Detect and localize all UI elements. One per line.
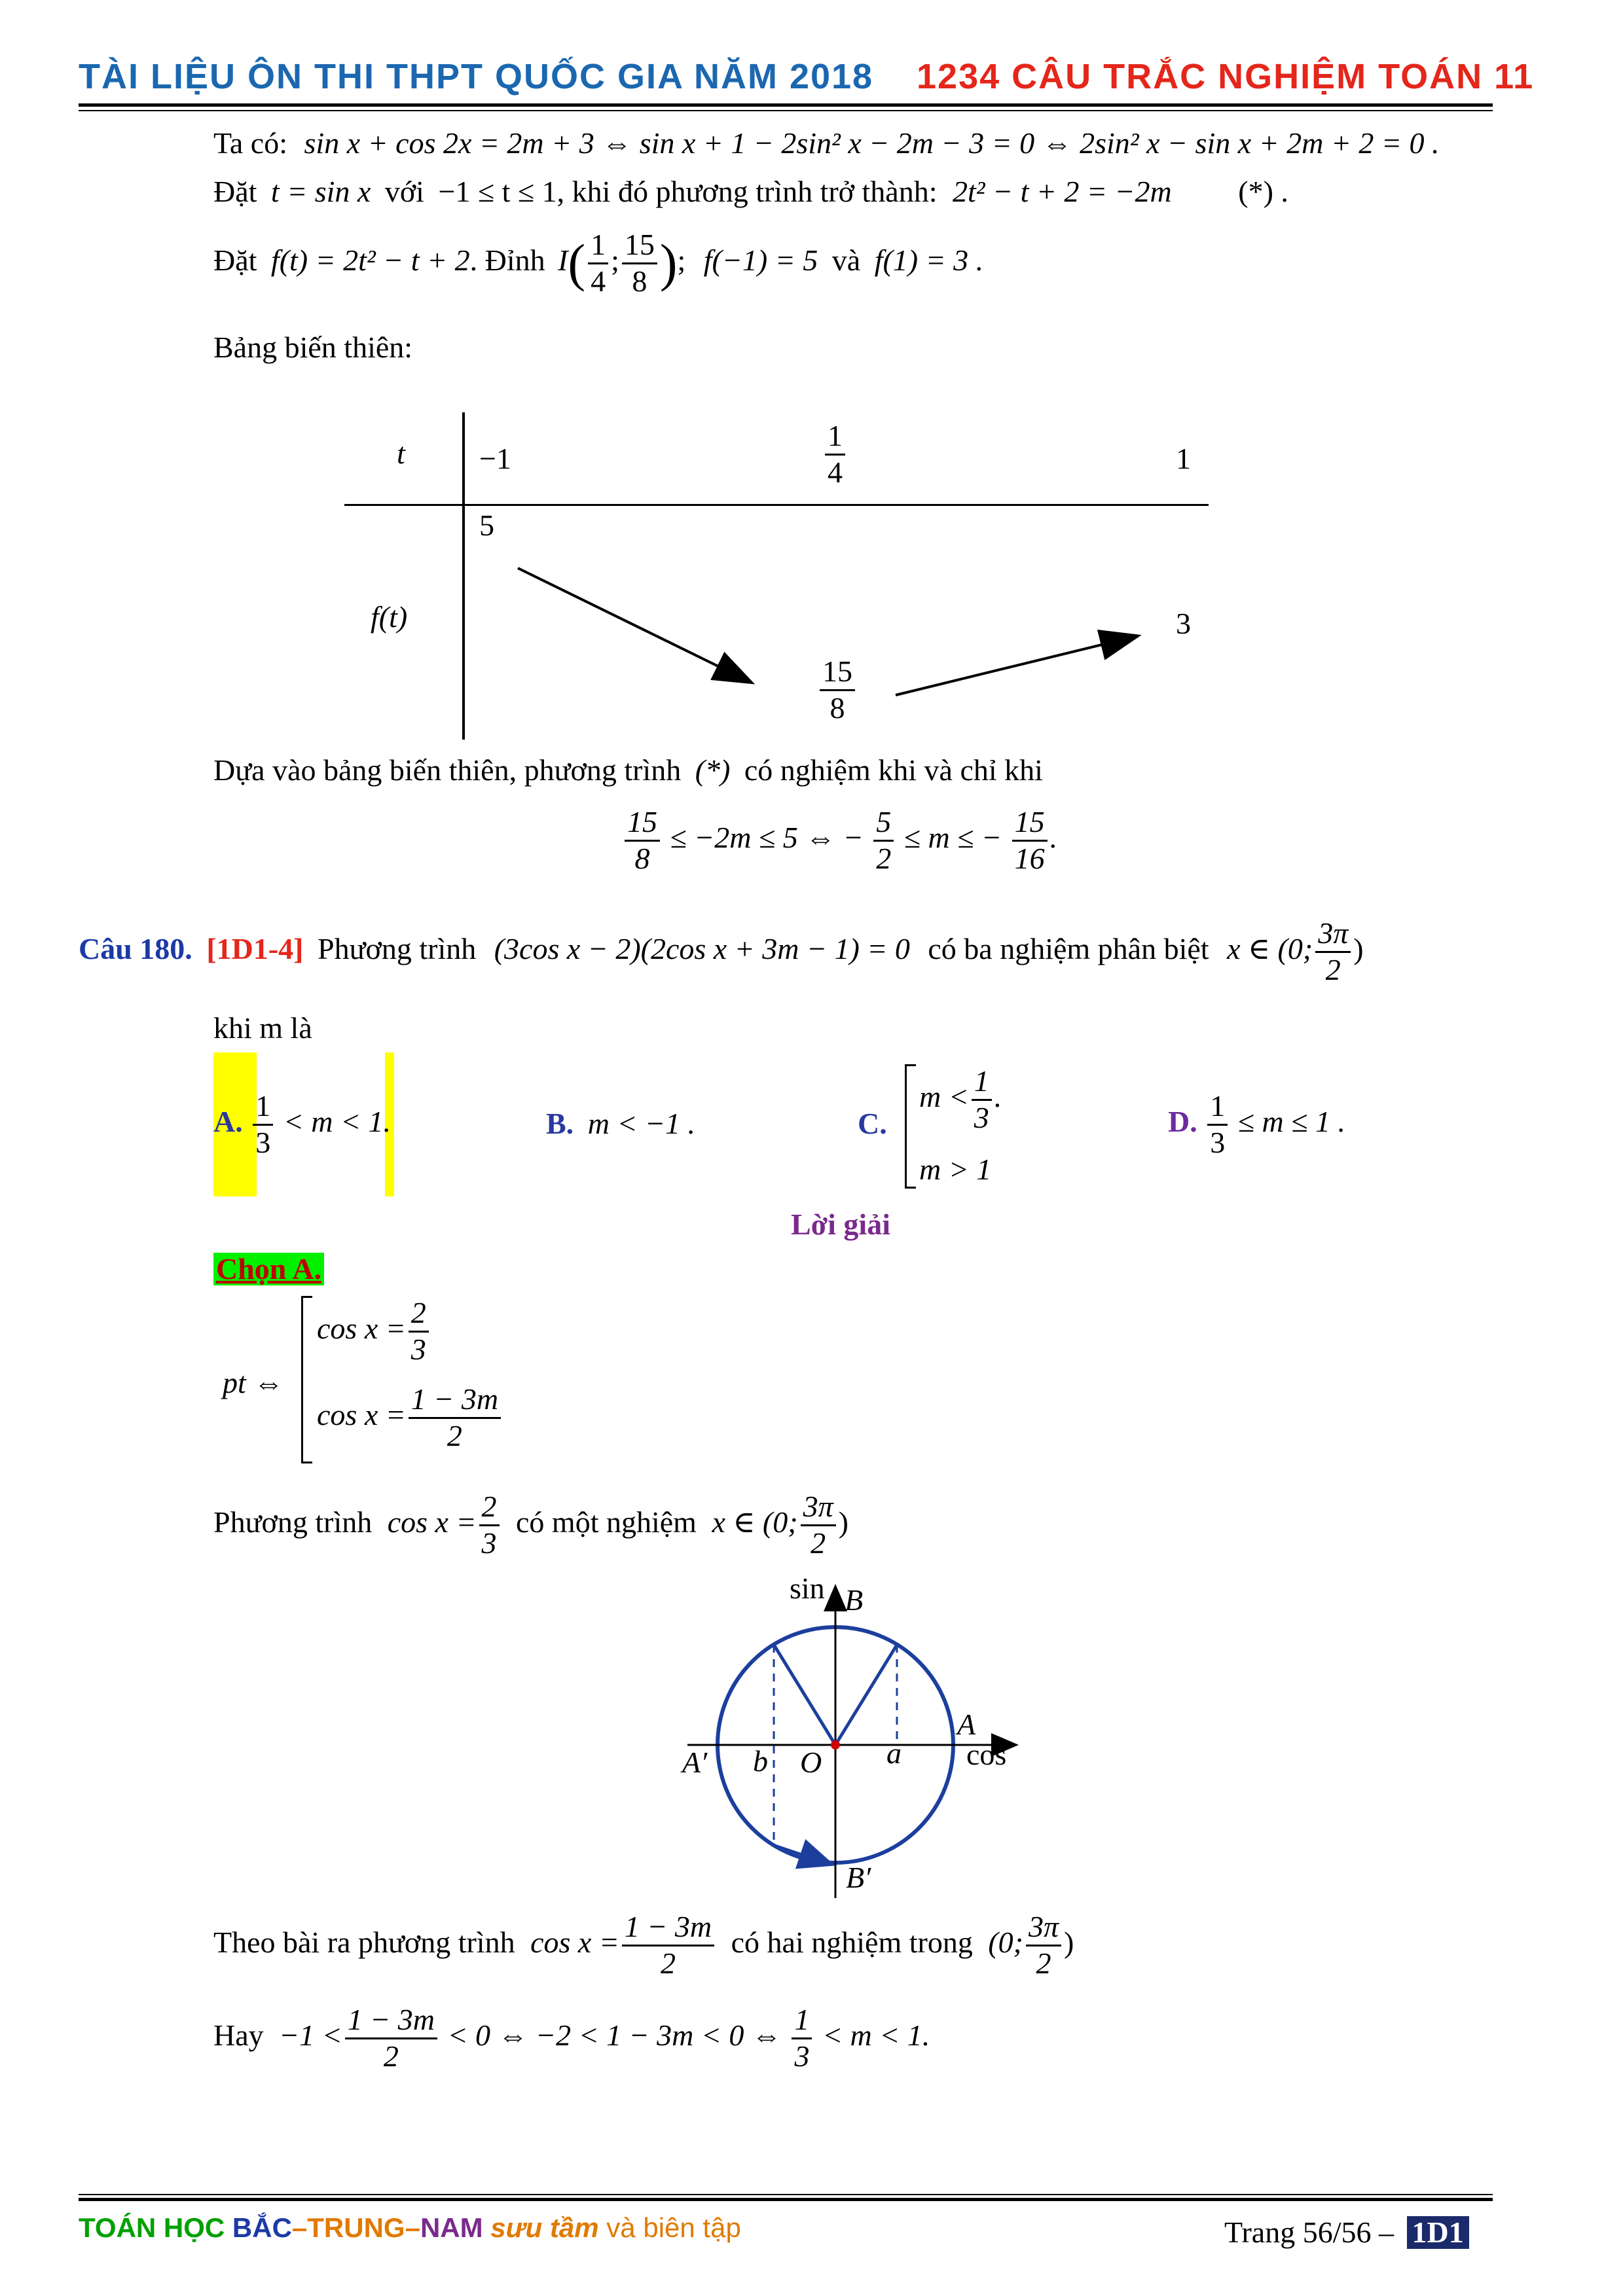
option-d[interactable]: D. $\frac{1}{3}$ ≤ m ≤ 1 . — [1168, 1089, 1345, 1159]
option-c-bracket — [905, 1064, 916, 1189]
b-label: b — [753, 1744, 768, 1778]
header-rule — [79, 103, 1493, 107]
t-mid: $\frac{1}{4}$ — [822, 419, 848, 490]
option-b[interactable]: B. m < −1 . — [546, 1107, 695, 1140]
f-label: f(t) — [371, 600, 408, 634]
point-a-prime-label: A′ — [682, 1746, 708, 1779]
choice-label: Chọn A. — [213, 1253, 324, 1285]
increasing-arrow — [896, 636, 1137, 695]
variation-table — [344, 412, 1209, 740]
header-rule-thin — [79, 110, 1493, 111]
unit-circle — [661, 1571, 1054, 1911]
solution-line-3: Đặt f(t) = 2t² − t + 2. Đỉnh I( $\frac{1}{4}$ ; $\frac{15}{8}$ ); f(−1) = 5 và f(1) = 3 . — [213, 228, 984, 298]
bbt-title: Bảng biến thiên: — [213, 331, 413, 364]
case-2: cos x = $\frac{1 - 3m}{2}$ — [317, 1382, 503, 1454]
f-right: 3 — [1176, 607, 1191, 640]
f-mid: $\frac{15}{8}$ — [817, 655, 858, 726]
solution-line-1: Ta có: sin x + cos 2x = 2m + 3 ⇔ sin x + 1 − 2sin² x − 2m − 3 = 0 ⇔ 2sin² x − sin x + 2m + 2 = 0 . — [213, 126, 1440, 160]
sin-axis-label: sin — [790, 1571, 825, 1605]
question-tag: [1D1-4] — [206, 931, 304, 965]
solution-title: Lời giải — [791, 1208, 890, 1241]
a-label: a — [886, 1736, 902, 1770]
point-b-prime-label: B′ — [846, 1861, 871, 1894]
header-left: TÀI LIỆU ÔN THI THPT QUỐC GIA NĂM 2018 — [79, 57, 874, 96]
question-line-2: khi m là — [213, 1011, 312, 1045]
question-180: Câu 180. [1D1-4] Phương trình (3cos x − 2)(2cos x + 3m − 1) = 0 có ba nghiệm phân biệt x ∈ (0; $\frac{3\pi}{2}$ ) — [79, 916, 1364, 986]
solution-line-a: Phương trình cos x = $\frac{2}{3}$ có một nghiệm x ∈ (0; $\frac{3\pi}{2}$ ) — [213, 1490, 848, 1560]
footer-page: Trang 56/56 – 1D1 — [1224, 2216, 1469, 2249]
option-c[interactable]: C. — [858, 1107, 887, 1140]
conclusion-inequality: $\frac{15}{8}$ ≤ −2m ≤ 5 ⇔ − $\frac{5}{2}$ ≤ m ≤ − $\frac{15}{16}$ . — [622, 805, 1057, 876]
option-c-top: m < $\frac{1}{3}$ . — [919, 1064, 1002, 1134]
option-a[interactable]: A. $\frac{1}{3}$ < m < 1. — [213, 1089, 392, 1159]
cases-bracket — [301, 1296, 312, 1463]
t-right: 1 — [1176, 442, 1191, 475]
variation-arrows — [344, 412, 1209, 740]
t-left: −1 — [479, 442, 511, 475]
cos-axis-label: cos — [966, 1738, 1007, 1771]
footer-code-badge: 1D1 — [1407, 2216, 1469, 2249]
decreasing-arrow — [518, 568, 750, 682]
question-label: Câu 180. — [79, 931, 192, 965]
point-a-label: A — [957, 1708, 976, 1741]
solution-line-b: Theo bài ra phương trình cos x = $\frac{1 - 3m}{2}$ có hai nghiệm trong (0; $\frac{3\pi}{2}$ ) — [213, 1910, 1074, 1980]
solution-line-2: Đặt t = sin x với −1 ≤ t ≤ 1, khi đó phương trình trở thành: 2t² − t + 2 = −2m (*) . — [213, 175, 1288, 208]
origin-label: O — [800, 1746, 822, 1779]
point-b-label: B — [845, 1583, 864, 1617]
solution-line-c: Hay −1 < $\frac{1 - 3m}{2}$ < 0 ⇔ −2 < 1 − 3m < 0 ⇔ $\frac{1}{3}$ < m < 1. — [213, 2003, 930, 2073]
conclusion-line: Dựa vào bảng biến thiên, phương trình (*) có nghiệm khi và chỉ khi — [213, 753, 1043, 787]
footer-rule-thin — [79, 2194, 1493, 2195]
option-c-bottom: m > 1 — [919, 1153, 992, 1186]
header-right: 1234 CÂU TRẮC NGHIỆM TOÁN 11 — [917, 57, 1535, 96]
t-label: t — [397, 437, 405, 470]
footer-rule — [79, 2198, 1493, 2201]
f-left: 5 — [479, 509, 494, 542]
pt-equivalent: pt ⇔ — [223, 1366, 284, 1399]
case-1: cos x = $\frac{2}{3}$ — [317, 1296, 431, 1367]
footer-credit: TOÁN HỌC BẮC–TRUNG–NAM sưu tầm và biên tập — [79, 2212, 741, 2243]
